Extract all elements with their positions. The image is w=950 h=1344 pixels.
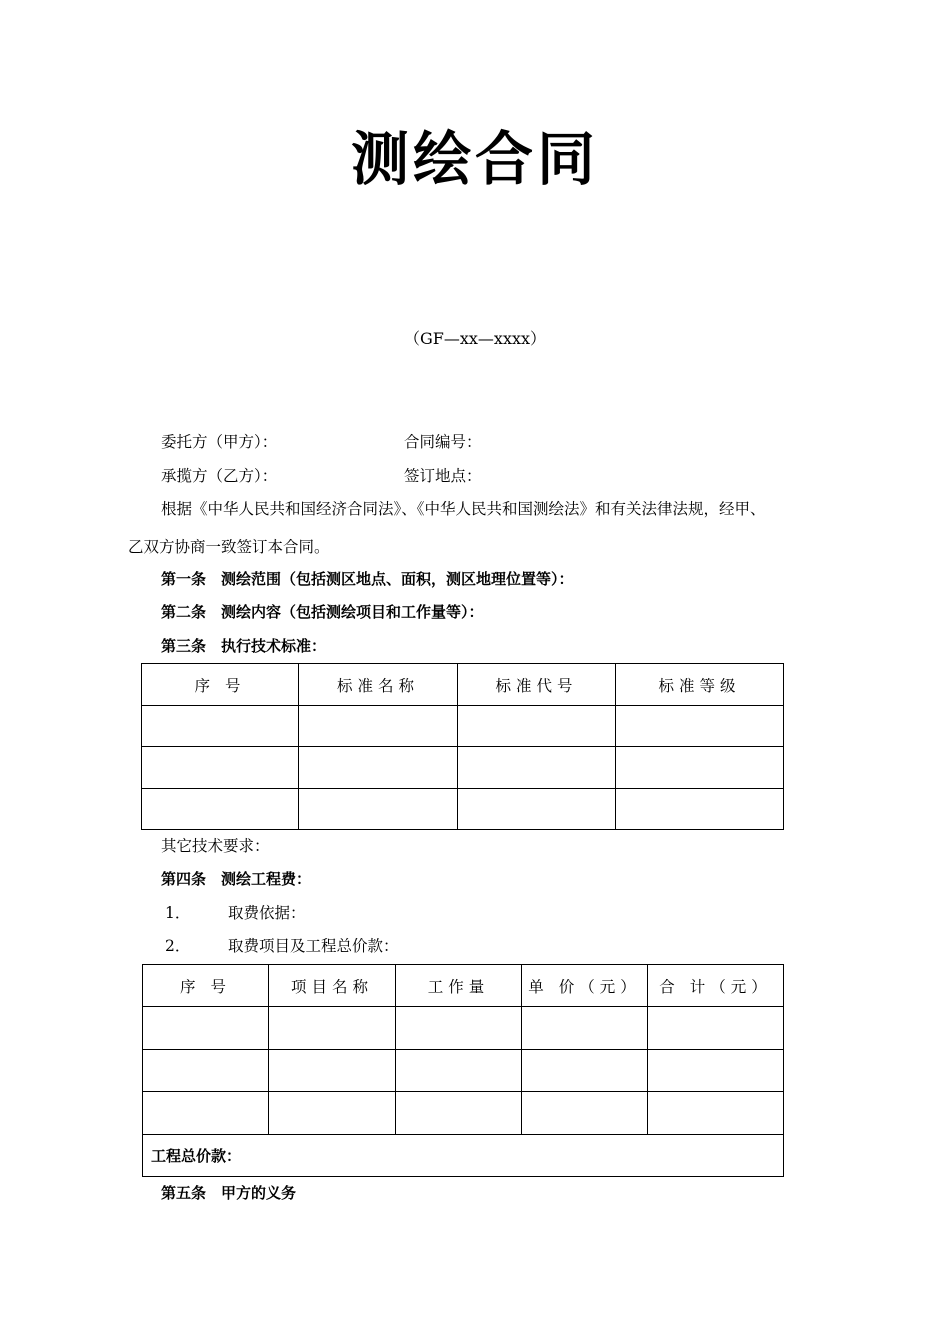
table-row (143, 1050, 784, 1092)
table-row (142, 706, 784, 747)
table-row (142, 789, 784, 830)
table-cell[interactable] (142, 789, 299, 830)
table-cell[interactable] (142, 706, 299, 747)
table-cell[interactable] (143, 1007, 269, 1050)
article-4: 第四条 测绘工程费： (161, 870, 312, 888)
preamble-line-2: 乙双方协商一致签订本合同。 (128, 538, 330, 556)
table-header-row (142, 664, 784, 706)
table-cell[interactable] (616, 789, 784, 830)
party-a-label: 委托方（甲方）： (161, 433, 278, 451)
item-2-text: 取费项目及工程总价款： (228, 937, 399, 955)
article-3: 第三条 执行技术标准： (161, 637, 327, 655)
article-2: 第二条 测绘内容（包括测绘项目和工作量等）： (161, 603, 484, 621)
table-cell[interactable] (458, 747, 616, 789)
table-cell[interactable] (522, 1050, 648, 1092)
party-b-label: 承揽方（乙方）： (161, 467, 278, 485)
table-cell[interactable] (396, 1092, 522, 1135)
column-header: 序 号 (142, 664, 299, 706)
table-cell[interactable] (522, 1092, 648, 1135)
article-5: 第五条 甲方的义务 (161, 1184, 297, 1202)
table-cell[interactable] (648, 1007, 784, 1050)
table-cell[interactable] (396, 1050, 522, 1092)
column-header: 工作量 (396, 965, 522, 1007)
table-cell[interactable] (522, 1007, 648, 1050)
table-cell[interactable] (143, 1050, 269, 1092)
table-cell[interactable] (299, 747, 458, 789)
total-row (143, 1135, 784, 1177)
table-cell[interactable] (269, 1050, 396, 1092)
table-cell[interactable] (458, 706, 616, 747)
table-row (143, 1007, 784, 1050)
table-cell[interactable] (142, 747, 299, 789)
article-1: 第一条 测绘范围（包括测区地点、面积，测区地理位置等）： (161, 570, 574, 588)
column-header: 序 号 (143, 965, 269, 1007)
column-header: 标准等级 (616, 664, 784, 706)
table-cell[interactable] (269, 1092, 396, 1135)
table-row (143, 1092, 784, 1135)
table-header-row (143, 965, 784, 1007)
table-cell[interactable] (143, 1092, 269, 1135)
fees-table (142, 964, 784, 1177)
table-cell[interactable] (458, 789, 616, 830)
table-cell[interactable] (299, 706, 458, 747)
column-header: 单 价（元） (522, 965, 648, 1007)
column-header: 标准名称 (299, 664, 458, 706)
table-cell[interactable] (616, 706, 784, 747)
contract-code: （GF—xx—xxxx） (403, 329, 547, 348)
contract-no-label: 合同编号： (404, 433, 482, 451)
table-cell[interactable] (299, 789, 458, 830)
preamble-line-1: 根据《中华人民共和国经济合同法》、《中华人民共和国测绘法》和有关法律法规，经甲、 (161, 500, 766, 518)
standards-table (141, 663, 784, 830)
table-cell[interactable] (396, 1007, 522, 1050)
column-header: 标准代号 (458, 664, 616, 706)
column-header: 项目名称 (269, 965, 396, 1007)
document-title: 测绘合同 (350, 125, 599, 193)
item-2-number: 2． (165, 937, 191, 955)
column-header: 合 计（元） (648, 965, 784, 1007)
sign-place-label: 签订地点： (404, 467, 482, 485)
table-row (142, 747, 784, 789)
table-cell[interactable] (648, 1050, 784, 1092)
item-1-text: 取费依据： (228, 904, 306, 922)
total-price-label: 工程总价款： (143, 1135, 784, 1177)
table-cell[interactable] (269, 1007, 396, 1050)
table-cell[interactable] (616, 747, 784, 789)
other-requirements-label: 其它技术要求： (161, 837, 270, 855)
item-1-number: 1． (165, 904, 191, 922)
table-cell[interactable] (648, 1092, 784, 1135)
